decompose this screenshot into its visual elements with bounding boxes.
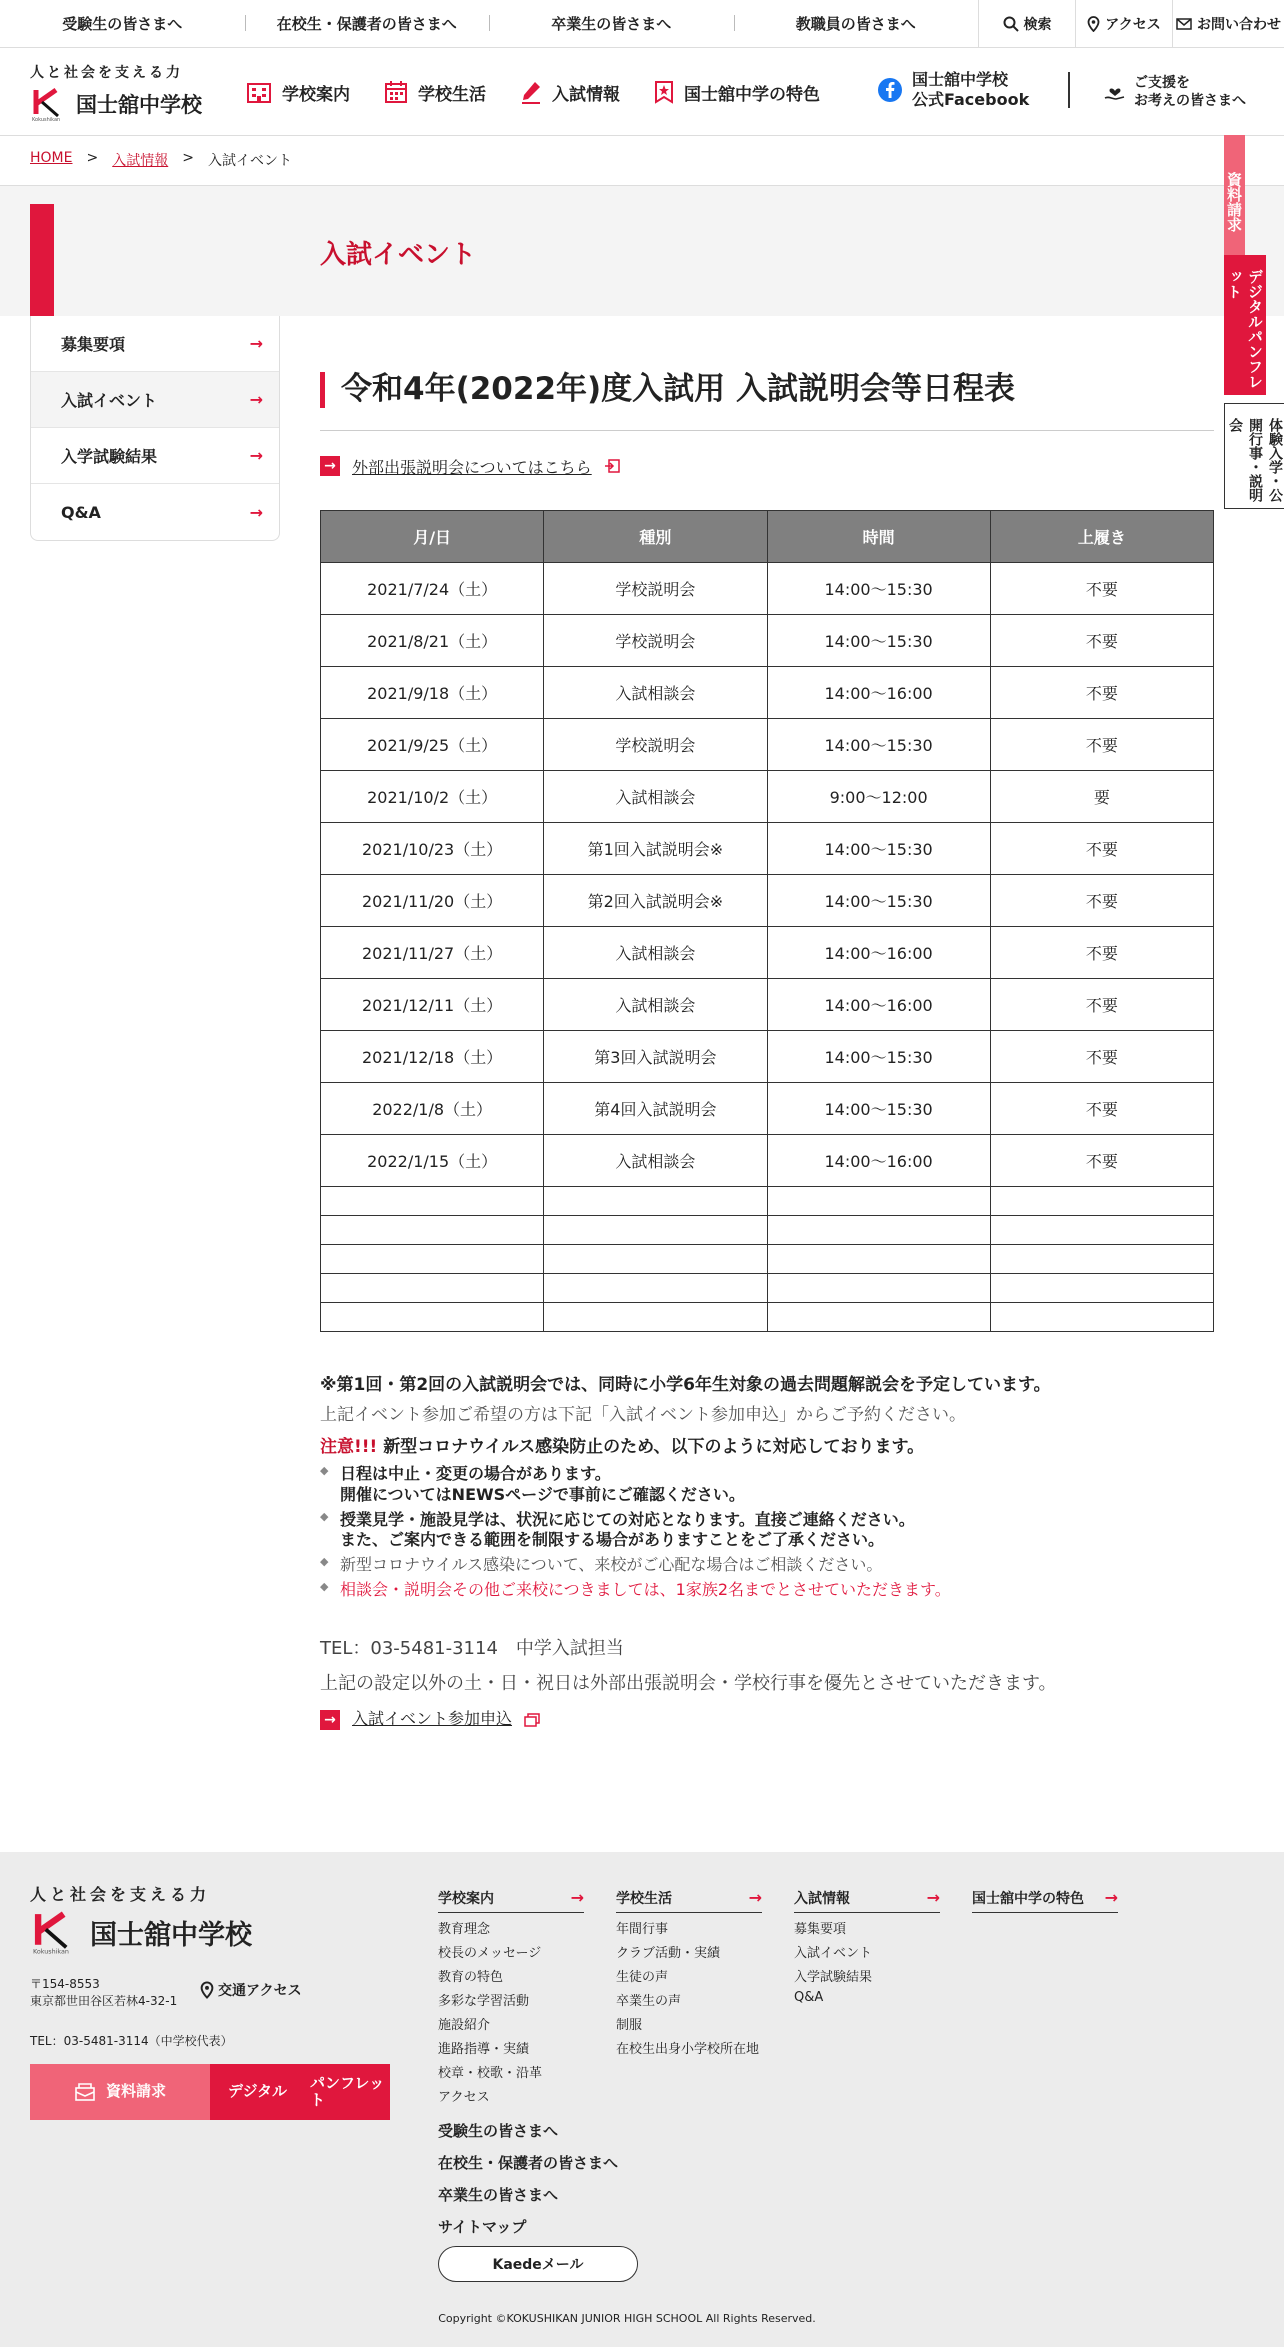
cell-time: 14:00～16:00 [767,1134,990,1186]
audience-link-applicants[interactable]: 受験生の皆さまへ [62,15,183,33]
cell-shoes: 不要 [990,1134,1213,1186]
cell-time: 14:00～16:00 [767,978,990,1030]
footer-column [616,1888,762,2105]
footer-link[interactable]: 年間行事 [616,1922,669,1937]
street-address: 東京都世田谷区若林4-32-1 [30,1993,178,2008]
cell-date: 2021/11/27（土） [321,926,544,978]
arrow-right-icon: → [249,334,263,353]
cell-time: 14:00～15:30 [767,822,990,874]
hero-accent-bar [30,204,54,316]
floating-side-tabs [1224,135,1284,509]
cell-empty [767,1273,990,1302]
cell-empty [767,1244,990,1273]
side-tab-events[interactable] [1224,403,1284,509]
request-materials-button[interactable] [30,2064,210,2120]
side-tab-request[interactable] [1224,135,1245,255]
footer-column-title: 学校生活 [616,1891,672,1907]
site-header [0,48,1284,136]
search-icon [1003,16,1019,32]
page-hero [0,186,1284,316]
footer-tagline: 人と社会を支える力 [30,1885,211,1904]
cell-time: 14:00～15:30 [767,874,990,926]
bullet-text: 日程は中止・変更の場合があります。 [340,1463,611,1483]
footer-link-students[interactable]: 在校生・保護者の皆さまへ [438,2154,619,2172]
cell-type: 入試相談会 [544,978,767,1030]
cell-empty [990,1215,1213,1244]
footer-link-alumni[interactable]: 卒業生の皆さまへ [438,2186,559,2204]
cell-empty [321,1302,544,1331]
footer-link[interactable]: 入学試験結果 [794,1970,873,1985]
cell-empty [544,1215,767,1244]
footer-column-heading[interactable] [438,1888,584,1913]
table-row [321,614,1214,666]
audience-link-students[interactable]: 在校生・保護者の皆さまへ [245,13,490,34]
cell-empty [544,1273,767,1302]
access-button[interactable] [1075,0,1172,47]
column-header-shoes: 上履き [990,510,1213,562]
main-content [320,316,1214,1730]
footer-column-heading[interactable] [794,1888,940,1913]
arrow-right-icon: → [249,502,263,522]
cell-type: 第1回入試説明会※ [544,822,767,874]
footer-link[interactable]: 卒業生の声 [616,1994,682,2009]
event-notes [320,1374,1214,1731]
external-briefing-link-label: 外部出張説明会についてはこちら [352,457,592,477]
cell-date: 2021/10/23（土） [321,822,544,874]
arrow-box-icon: → [320,1710,340,1730]
footer-school-name: 国士舘中学校 [90,1919,252,1951]
cell-time: 14:00～15:30 [767,1082,990,1134]
cell-type: 第4回入試説明会 [544,1082,767,1134]
footer-address [30,1976,177,2010]
cell-date: 2021/7/24（土） [321,562,544,614]
bullet-text: 開催についてはNEWSページで事前にご確認ください。 [340,1484,745,1504]
footer-logo-sub-text: Kokushikan [33,1947,69,1955]
request-materials-label: 資料請求 [105,2082,166,2101]
cell-time: 14:00～15:30 [767,562,990,614]
cell-empty [990,1244,1213,1273]
list-item [320,1510,1214,1552]
column-header-time: 時間 [767,510,990,562]
footer-column [972,1888,1118,2105]
cell-date: 2022/1/15（土） [321,1134,544,1186]
arrow-right-icon: → [1104,1888,1118,1907]
event-apply-link[interactable] [320,1709,1214,1730]
contact-tel: TEL：03-5481-3114 中学入試担当 [320,1637,624,1659]
map-pin-icon [200,1981,214,1999]
cell-time: 14:00～15:30 [767,614,990,666]
nav-school-guide[interactable] [246,80,350,105]
cell-type: 入試相談会 [544,770,767,822]
top-utility-bar [0,0,1284,48]
cell-time: 14:00～15:30 [767,1030,990,1082]
cell-empty [544,1186,767,1215]
cell-time: 14:00～16:00 [767,666,990,718]
footer-link[interactable]: 入試イベント [794,1946,873,1961]
table-row [321,874,1214,926]
facebook-icon [878,78,902,102]
list-item: ◆ 相談会・説明会その他ご来校につきましては、1家族2名までとさせていただきます。 [320,1580,1214,1601]
table-row [321,562,1214,614]
table-row [321,1134,1214,1186]
list-item [320,1464,1214,1506]
breadcrumb-current: 入試イベント [207,153,292,169]
footer-sitemap-columns [438,1888,1118,2105]
heart-hand-icon [1104,81,1126,103]
other-days-note: 上記の設定以外の土・日・祝日は外部出張説明会・学校行事を優先とさせていただきます。 [320,1673,1057,1695]
footer-link[interactable]: 校章・校歌・沿革 [438,2066,543,2081]
footer-link[interactable]: 教育の特色 [438,1970,504,1985]
cell-shoes: 不要 [990,822,1213,874]
kaede-mail-button[interactable]: Kaedeメール [438,2246,638,2282]
cell-shoes: 不要 [990,1082,1213,1134]
footer-column-title: 国士舘中学の特色 [972,1891,1084,1907]
side-tab-label: デジタルパンフレット [1225,269,1264,389]
header-divider [1068,72,1070,108]
cell-date: 2021/9/25（土） [321,718,544,770]
cell-date: 2021/12/11（土） [321,978,544,1030]
cell-type: 第2回入試説明会※ [544,874,767,926]
global-nav [246,48,854,136]
side-tab-pamphlet[interactable] [1224,255,1266,395]
breadcrumb-separator: > [86,150,99,166]
covid-attention [320,1436,1214,1458]
cell-type: 第3回入試説明会 [544,1030,767,1082]
footer-logo[interactable] [30,1882,252,1955]
sidebar-item-qa[interactable] [31,484,279,540]
table-row [321,822,1214,874]
contact-label: お問い合わせ [1197,16,1281,33]
footer-link[interactable]: 多彩な学習活動 [438,1994,530,2009]
table-row-empty [321,1273,1214,1302]
divider [320,430,1214,431]
exit-icon [604,459,620,473]
breadcrumb-parent[interactable]: 入試情報 [112,153,169,169]
building-icon [246,80,272,104]
school-emblem-icon [30,86,70,122]
footer-link[interactable]: 生徒の声 [616,1970,669,1985]
table-row-empty [321,1186,1214,1215]
access-label: アクセス [1105,16,1161,33]
footer-link[interactable]: Q&A [794,1990,824,2005]
logo-sub-text: Kokushikan [32,117,61,122]
arrow-right-icon: → [570,1888,584,1907]
table-row [321,1082,1214,1134]
nav-features[interactable] [654,80,820,105]
cell-shoes: 不要 [990,718,1213,770]
cell-date: 2021/11/20（土） [321,874,544,926]
arrow-box-icon: → [320,456,340,476]
facebook-link[interactable] [878,70,1029,110]
sidebar-item-results[interactable] [31,428,279,484]
footer-link[interactable]: 募集要項 [794,1922,847,1937]
covid-bullet-list [320,1464,1214,1601]
column-header-type: 種別 [544,510,767,562]
table-row-empty [321,1302,1214,1331]
cell-shoes: 不要 [990,614,1213,666]
cell-shoes: 要 [990,770,1213,822]
cell-empty [321,1273,544,1302]
attention-label: 注意!!! [320,1436,378,1457]
footer-link-sitemap[interactable]: サイトマップ [438,2218,527,2236]
note-past-exam: ※第1回・第2回の入試説明会では、同時に小学6年生対象の過去問題解説会を予定しています。 [320,1374,1051,1395]
cell-date: 2021/10/2（土） [321,770,544,822]
support-label-2: お考えの皆さまへ [1134,93,1246,110]
table-row [321,926,1214,978]
sidebar-item-label: 入試イベント [61,391,158,410]
sidebar-item-label: 入学試験結果 [61,447,158,466]
cell-shoes: 不要 [990,666,1213,718]
new-window-icon [524,1713,540,1727]
external-briefing-link[interactable] [320,455,1214,478]
footer-column-heading[interactable] [616,1888,762,1913]
table-row [321,666,1214,718]
sidebar-item-events[interactable] [31,372,279,428]
calendar-icon [384,80,408,104]
cell-shoes: 不要 [990,874,1213,926]
audience-links [0,0,978,47]
sidebar-item-requirements[interactable] [31,316,279,372]
cell-type: 学校説明会 [544,614,767,666]
arrow-right-icon: → [748,1888,762,1907]
note-apply: 上記イベント参加ご希望の方は下記「入試イベント参加申込」からご予約ください。 [320,1404,966,1425]
cell-empty [321,1215,544,1244]
footer-link[interactable]: 在校生出身小学校所在地 [616,2042,760,2057]
facebook-label-2: 公式Facebook [912,90,1030,109]
school-logo[interactable] [30,62,202,122]
sidebar-item-label: Q&A [61,502,101,522]
table-row [321,718,1214,770]
footer-link[interactable]: 校長のメッセージ [438,1946,542,1961]
list-item: ◆ 新型コロナウイルス感染について、来校がご心配な場合はご相談ください。 [320,1555,1214,1576]
table-row-empty [321,1215,1214,1244]
pencil-icon [520,80,542,104]
star-badge-icon [654,80,674,104]
footer-link[interactable]: クラブ活動・実績 [616,1946,721,1961]
page-title: 入試イベント [320,240,477,270]
footer-column-title: 入試情報 [794,1891,850,1907]
digital-pamphlet-label-1: デジタル [227,2082,288,2101]
table-row [321,978,1214,1030]
side-tab-label: 資料請求 [1225,172,1243,232]
table-header-row [321,510,1214,562]
nav-label: 入試情報 [552,84,620,105]
arrow-right-icon: → [249,446,263,465]
cell-empty [544,1302,767,1331]
footer-tel: TEL：03-5481-3114（中学校代表） [30,2034,233,2048]
cell-shoes: 不要 [990,978,1213,1030]
sidebar-menu [30,316,280,541]
nav-admission-info[interactable] [520,80,620,105]
cell-empty [990,1273,1213,1302]
breadcrumb-home[interactable]: HOME [30,150,73,166]
footer-column-heading[interactable] [972,1888,1118,1913]
cell-time: 14:00～15:30 [767,718,990,770]
cell-time: 14:00～16:00 [767,926,990,978]
bullet-text: 授業見学・施設見学は、状況に応じての対応となります。直接ご連絡ください。 [340,1509,915,1529]
footer-column [438,1888,584,2105]
table-row [321,1030,1214,1082]
cell-empty [990,1186,1213,1215]
cell-empty [767,1215,990,1244]
column-header-date: 月/日 [321,510,544,562]
cell-empty [767,1302,990,1331]
school-emblem-icon [30,1909,82,1955]
cell-type: 入試相談会 [544,666,767,718]
support-label-1: ご支援を [1134,75,1190,91]
side-tab-label: 体験入学・公開行事・説明会 [1227,418,1283,502]
footer-audience-links [438,2120,618,2248]
cell-date: 2021/9/18（土） [321,666,544,718]
arrow-right-icon: → [926,1888,940,1907]
cell-empty [321,1186,544,1215]
cell-empty [990,1302,1213,1331]
cell-date: 2021/12/18（土） [321,1030,544,1082]
cell-date: 2022/1/8（土） [321,1082,544,1134]
nav-school-life[interactable] [384,80,486,105]
site-footer [0,1852,1284,2347]
cell-type: 学校説明会 [544,718,767,770]
footer-cta-buttons [30,2064,390,2120]
attention-text: 新型コロナウイルス感染防止のため、以下のように対応しております。 [383,1436,925,1457]
footer-link[interactable]: アクセス [438,2090,490,2105]
bullet-text: また、ご案内できる範囲を制限する場合がありますことをご了承ください。 [340,1530,885,1550]
audience-link-alumni[interactable]: 卒業生の皆さまへ [489,13,734,34]
document-icon [74,2083,96,2101]
footer-link[interactable]: 進路指導・実績 [438,2042,530,2057]
school-name: 国士舘中学校 [76,93,202,117]
footer-link[interactable]: 制服 [616,2018,643,2033]
cell-empty [321,1244,544,1273]
cell-date: 2021/8/21（土） [321,614,544,666]
table-row [321,770,1214,822]
search-button[interactable] [978,0,1075,47]
logo-tagline: 人と社会を支える力 [30,65,183,81]
cell-shoes: 不要 [990,1030,1213,1082]
cell-type: 入試相談会 [544,1134,767,1186]
footer-link[interactable]: 教育理念 [438,1922,491,1937]
contact-button[interactable] [1172,0,1284,47]
postal-code: 〒154-8553 [30,1977,100,1991]
cell-type: 入試相談会 [544,926,767,978]
sidebar-item-label: 募集要項 [61,335,126,354]
digital-pamphlet-button[interactable] [210,2064,390,2120]
cell-shoes: 不要 [990,562,1213,614]
traffic-access-label: 交通アクセス [218,1983,302,1999]
map-pin-icon [1087,16,1100,32]
cell-empty [544,1244,767,1273]
schedule-heading: 令和4年(2022年)度入試用 入試説明会等日程表 [320,372,1214,408]
facebook-label-1: 国士舘中学校 [912,70,1009,89]
table-row-empty [321,1244,1214,1273]
cell-shoes: 不要 [990,926,1213,978]
copyright: Copyright ©KOKUSHIKAN JUNIOR HIGH SCHOOL All Rights Reserved. [438,2312,816,2325]
cell-time: 9:00～12:00 [767,770,990,822]
footer-column-title: 学校案内 [438,1891,494,1907]
arrow-right-icon: → [249,390,263,409]
support-link[interactable] [1104,74,1246,110]
mail-icon [1176,18,1192,30]
digital-pamphlet-label-2: パンフレット [310,2073,385,2109]
search-label: 検索 [1023,16,1052,33]
footer-link[interactable]: 施設紹介 [438,2018,491,2033]
audience-link-staff[interactable]: 教職員の皆さまへ [734,13,979,34]
footer-column [794,1888,940,2105]
breadcrumb-separator: > [182,150,194,166]
cell-type: 学校説明会 [544,562,767,614]
footer-link-applicants[interactable]: 受験生の皆さまへ [438,2122,559,2140]
nav-label: 学校生活 [418,84,486,105]
nav-label: 国士舘中学の特色 [684,84,820,105]
event-schedule-table [320,510,1214,1332]
breadcrumb [30,150,292,170]
nav-label: 学校案内 [282,84,350,105]
cell-empty [767,1186,990,1215]
traffic-access-link[interactable] [200,1980,302,2000]
event-apply-link-label: 入試イベント参加申込 [352,1709,513,1729]
